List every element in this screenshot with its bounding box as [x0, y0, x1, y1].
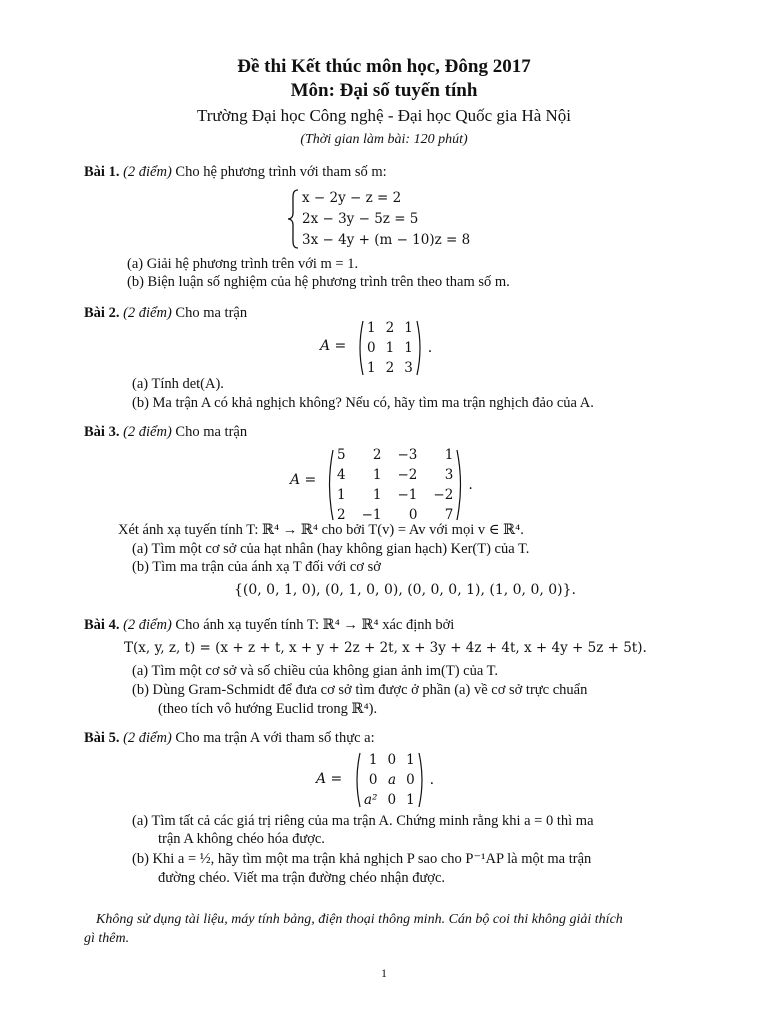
problem-4-formula: T(x, y, z, t) = (x + z + t, x + y + 2z + 2t, x + 3y + 4z + 4t, x + 4y + 5z + 5t). [124, 640, 647, 656]
problem-3-map: Xét ánh xạ tuyến tính T: ℝ⁴ → ℝ⁴ cho bởi T(v) = Av với mọi v ∈ ℝ⁴. [118, 522, 524, 538]
matrix-cell: 1 [337, 487, 346, 503]
matrix-cell: 1 [372, 467, 382, 483]
equation-3: 3x − 4y + (m − 10)z = 8 [302, 232, 471, 248]
exam-subject: Môn: Đại số tuyến tính [290, 80, 478, 101]
problem-5-intro: Cho ma trận A với tham số thực a: [171, 730, 375, 746]
problem-2-lhs: A = [320, 338, 347, 354]
problem-5-heading [84, 731, 375, 746]
page-number: 1 [381, 966, 387, 980]
matrix-cell: −1 [361, 507, 382, 523]
exam-duration: (Thời gian làm bài: 120 phút) [300, 132, 468, 147]
problem-3-points: (2 điểm) [123, 424, 172, 440]
matrix-cell: 0 [408, 507, 418, 523]
problem-3-part-b: (b) Tìm ma trận của ánh xạ T đối với cơ sở [132, 559, 381, 575]
matrix-cell: 2 [337, 507, 346, 523]
problem-4-points: (2 điểm) [123, 617, 172, 633]
matrix-problem-3: 5 2 −3 1 4 1 −2 3 1 1 −1 −2 2 −1 0 7 . [326, 445, 473, 525]
right-paren [418, 752, 426, 808]
problem-5-part-b-cont: đường chéo. Viết ma trận đường chéo nhận được. [158, 870, 446, 886]
matrix-cell: −3 [397, 447, 418, 463]
problem-1-label: Bài 1. [84, 164, 120, 180]
problem-4-part-b: (b) Dùng Gram-Schmidt để đưa cơ sở tìm được ở phần (a) về cơ sở trực chuẩn [132, 682, 588, 698]
matrix-cell: 1 [367, 360, 376, 376]
problem-5-lhs: A = [316, 771, 343, 787]
matrix-cell: 1 [406, 792, 415, 808]
matrix-cell: 1 [404, 340, 413, 356]
problem-4-part-b-cont: (theo tích vô hướng Euclid trong ℝ⁴). [158, 701, 378, 717]
matrix-cell: 1 [385, 340, 395, 356]
matrix-cell: 7 [444, 507, 454, 523]
matrix-cell: 3 [444, 467, 454, 483]
problem-4-part-a: (a) Tìm một cơ sở và số chiều của không gian ảnh im(T) của T. [132, 663, 499, 679]
problem-5-label: Bài 5. [84, 730, 120, 746]
system-brace [286, 188, 300, 255]
matrix-problem-2: 1 2 1 0 1 1 1 2 3 . [356, 318, 432, 378]
matrix-cell: 0 [406, 772, 415, 788]
left-paren [326, 449, 334, 521]
footer-note: Không sử dụng tài liệu, máy tính bảng, điện thoại thông minh. Cán bộ coi thi không giải thích [96, 912, 623, 927]
school-name: Trường Đại học Công nghệ - Đại học Quốc gia Hà Nội [196, 106, 572, 125]
problem-1-heading [84, 165, 387, 180]
problem-2-label: Bài 2. [84, 305, 120, 321]
matrix-cell: 0 [387, 792, 397, 808]
problem-3-part-a: (a) Tìm một cơ sở của hạt nhân (hay không gian hạch) Ker(T) của T. [132, 541, 530, 557]
matrix-cell: 2 [385, 320, 395, 336]
matrix-cell: 2 [385, 360, 395, 376]
matrix-cell: 1 [444, 447, 454, 463]
problem-3-label: Bài 3. [84, 424, 120, 440]
problem-1-part-b: (b) Biện luận số nghiệm của hệ phương trình trên theo tham số m. [127, 274, 510, 290]
problem-3-lhs: A = [290, 472, 317, 488]
problem-5-points: (2 điểm) [123, 730, 172, 746]
equation-1: x − 2y − z = 2 [302, 190, 402, 206]
matrix-cell: a [388, 772, 397, 788]
matrix-cell: 3 [404, 360, 413, 376]
problem-4-heading [84, 618, 454, 633]
matrix-cell: a² [364, 792, 378, 808]
matrix-cell: −2 [397, 467, 418, 483]
problem-1-points: (2 điểm) [123, 164, 172, 180]
matrix-cell: 4 [337, 467, 346, 483]
matrix-cell: 1 [367, 320, 376, 336]
problem-5-part-b: (b) Khi a = ½, hãy tìm một ma trận khả nghịch P sao cho P⁻¹AP là một ma trận [132, 851, 592, 867]
matrix-cell: 0 [367, 340, 376, 356]
problem-2-part-b: (b) Ma trận A có khả nghịch không? Nếu có, hãy tìm ma trận nghịch đảo của A. [132, 395, 594, 411]
matrix-cell: 1 [406, 752, 415, 768]
exam-title: Đề thi Kết thúc môn học, Đông 2017 [237, 56, 531, 77]
problem-1-intro: Cho hệ phương trình với tham số m: [171, 164, 387, 180]
left-paren [353, 752, 361, 808]
matrix-cell: 5 [337, 447, 346, 463]
footer-note-cont: gì thêm. [84, 931, 130, 946]
left-paren [356, 320, 364, 376]
problem-1-part-a: (a) Giải hệ phương trình trên với m = 1. [127, 256, 359, 272]
problem-2-points: (2 điểm) [123, 305, 172, 321]
problem-5-part-a-cont: trận A không chéo hóa được. [158, 831, 325, 847]
problem-5-part-a: (a) Tìm tất cả các giá trị riêng của ma trận A. Chứng minh rằng khi a = 0 thì ma [132, 813, 594, 829]
matrix-cell: 1 [372, 487, 382, 503]
matrix-cell: 0 [387, 752, 397, 768]
matrix-cell: −1 [397, 487, 418, 503]
problem-2-part-a: (a) Tính det(A). [132, 376, 224, 392]
problem-3-basis: {(0, 0, 1, 0), (0, 1, 0, 0), (0, 0, 0, 1), (1, 0, 0, 0)}. [234, 582, 576, 598]
equation-2: 2x − 3y − 5z = 5 [302, 211, 419, 227]
problem-2-intro: Cho ma trận [171, 305, 248, 321]
problem-3-intro: Cho ma trận [171, 424, 248, 440]
matrix-cell: 1 [404, 320, 413, 336]
matrix-cell: −2 [433, 487, 454, 503]
problem-4-intro: Cho ánh xạ tuyến tính T: ℝ⁴ → ℝ⁴ xác định bởi [171, 617, 455, 633]
matrix-problem-5: 1 0 1 0 a 0 a² 0 1 . [353, 750, 434, 810]
problem-2-heading [84, 306, 247, 321]
matrix-cell: 2 [372, 447, 382, 463]
problem-4-label: Bài 4. [84, 617, 120, 633]
matrix-cell: 1 [368, 752, 378, 768]
right-paren [416, 320, 424, 376]
right-paren [456, 449, 464, 521]
matrix-cell: 0 [368, 772, 378, 788]
problem-3-heading [84, 425, 247, 440]
